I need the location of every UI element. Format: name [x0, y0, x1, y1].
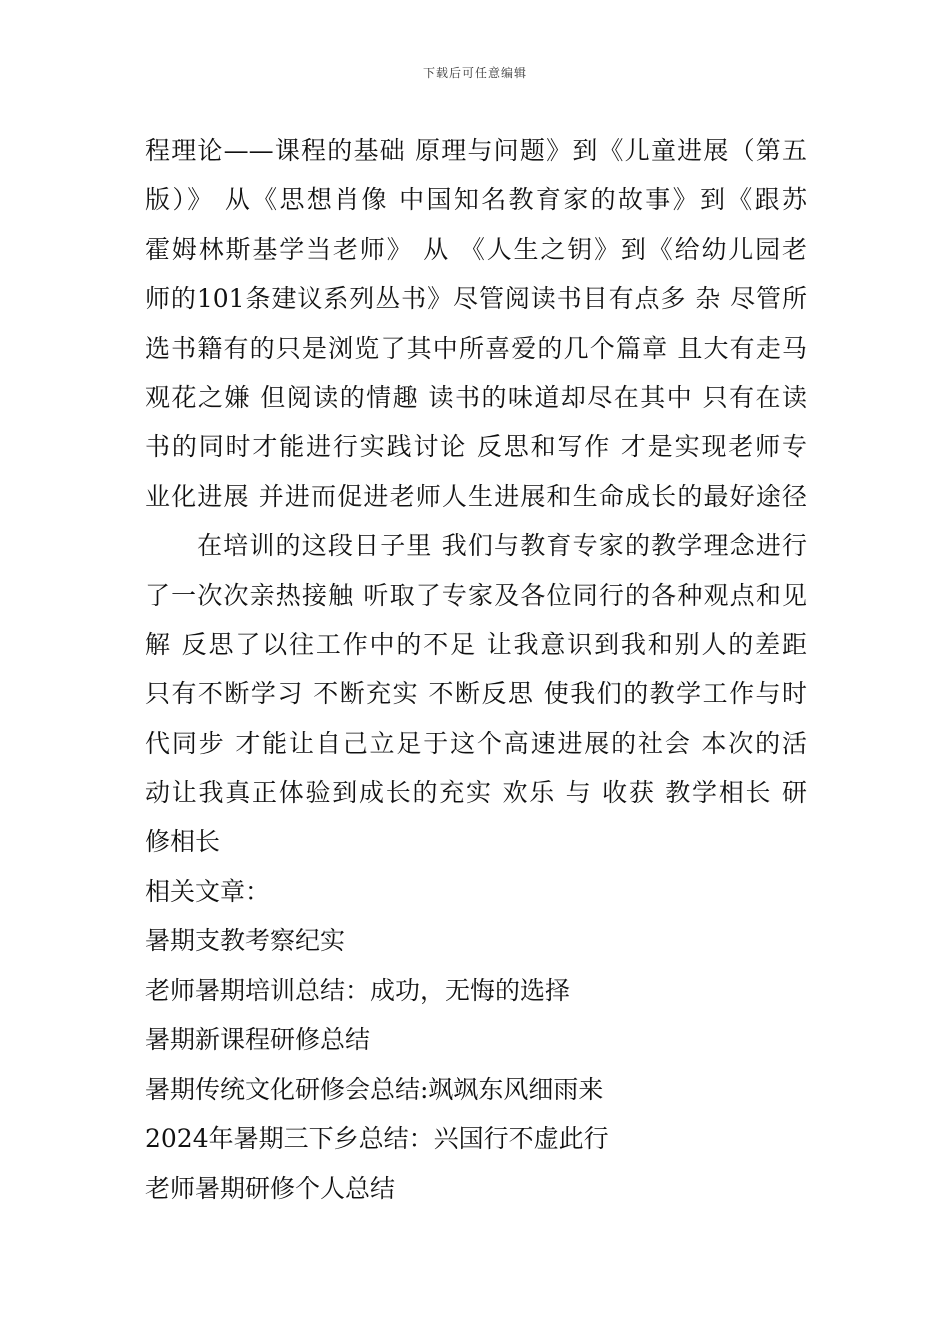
paragraph-line: 在培训的这段日子里 我们与教育专家的教学理念进行	[197, 531, 807, 561]
paragraph-line: 动让我真正体验到成长的充实 欢乐 与 收获 教学相长 研	[145, 778, 807, 808]
related-article-link[interactable]: 暑期传统文化研修会总结:飒飒东风细雨来	[145, 1074, 604, 1104]
paragraph-line: 霍姆林斯基学当老师》 从 《人生之钥》到《给幼儿园老	[145, 234, 807, 264]
paragraph-line: 选书籍有的只是浏览了其中所喜爱的几个篇章 且大有走马	[145, 333, 807, 363]
paragraph-line: 解 反思了以往工作中的不足 让我意识到我和别人的差距	[145, 629, 807, 659]
related-article-link[interactable]: 2024年暑期三下乡总结：兴国行不虚此行	[145, 1124, 609, 1154]
paragraph-line: 师的101条建议系列丛书》尽管阅读书目有点多 杂 尽管所	[145, 284, 807, 314]
paragraph-line: 修相长	[145, 827, 221, 857]
related-articles-title: 相关文章：	[145, 876, 271, 906]
paragraph-line: 了一次次亲热接触 听取了专家及各位同行的各种观点和见	[145, 580, 807, 610]
header-note: 下载后可任意编辑	[422, 66, 527, 80]
paragraph-line: 观花之嫌 但阅读的情趣 读书的味道却尽在其中 只有在读	[145, 382, 807, 412]
related-article-link[interactable]: 暑期支教考察纪实	[145, 926, 346, 956]
paragraph-1	[145, 126, 807, 521]
related-article-link[interactable]: 老师暑期研修个人总结	[145, 1173, 396, 1203]
paragraph-line: 只有不断学习 不断充实 不断反思 使我们的教学工作与时	[145, 679, 807, 709]
paragraph-line: 版）》 从《思想肖像 中国知名教育家的故事》到《跟苏	[145, 185, 807, 215]
related-article-link[interactable]: 暑期新课程研修总结	[145, 1025, 371, 1055]
paragraph-line: 代同步 才能让自己立足于这个高速进展的社会 本次的活	[145, 728, 807, 758]
document-body	[145, 126, 807, 1213]
paragraph-2	[145, 521, 807, 867]
related-articles	[145, 867, 807, 1214]
paragraph-line: 业化进展 并进而促进老师人生进展和生命成长的最好途径	[145, 481, 807, 511]
paragraph-line: 书的同时才能进行实践讨论 反思和写作 才是实现老师专	[145, 432, 807, 462]
paragraph-line: 程理论——课程的基础 原理与问题》到《儿童进展（第五	[145, 136, 807, 165]
related-article-link[interactable]: 老师暑期培训总结：成功，无悔的选择	[145, 975, 571, 1005]
